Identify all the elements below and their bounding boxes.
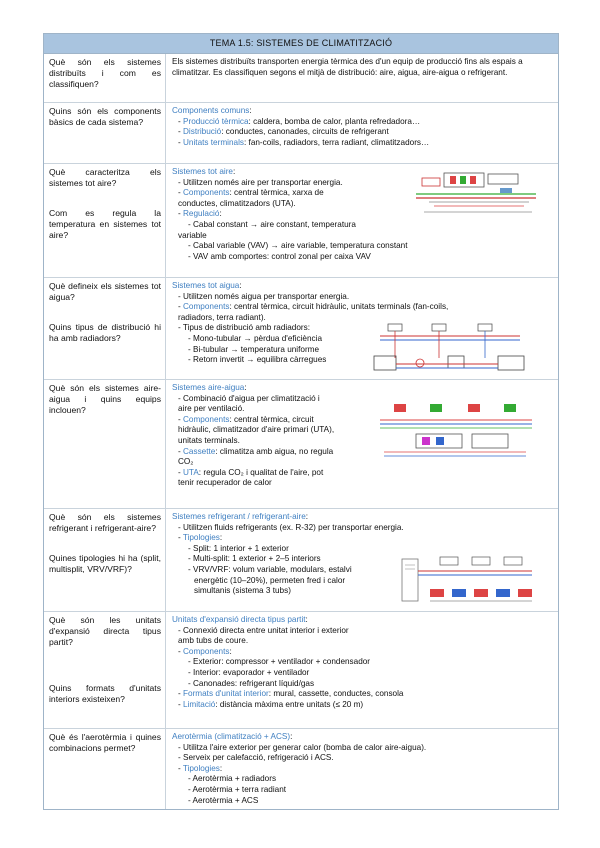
question-cell: Què són els sistemes distribuïts i com es classifiquen? <box>44 54 166 102</box>
question-cell: Què és l'aerotèrmia i quines combinacions permet? <box>44 729 166 809</box>
answer-cell: Sistemes aire-aigua: - Combinació d'aigua per climatització i aire per ventilació. - Components: central tèrmica, circuit hidràulic, climatitzador d'aire primari (UTA), unitats terminals. - Cassette: climatitza amb aigua, no regula CO₂ - UTA: regula CO₂ i qualitat de l'aire, pot tenir recuperador de calor <box>166 380 558 508</box>
answer-cell: Sistemes refrigerant / refrigerant-aire: - Utilitzen fluids refrigerants (ex. R-32) per transportar energia. - Tipologies: - Split: 1 interior + 1 exterior - Multi-split: 1 exterior + 2–5 interiors - VRV/VRF: volum variable, modulars, estalvi energètic (10–20%), permeten fred i calor simultanis (sistema 3 tubs) <box>166 509 558 611</box>
answer-cell: Aerotèrmia (climatització + ACS): - Utilitza l'aire exterior per generar calor (bomba de calor aire-aigua). - Serveix per calefacció, refrigeració i ACS. - Tipologies: - Aerotèrmia + radiadors - Aerotèrmia + terra radiant - Aerotèrmia + ACS <box>172 732 427 805</box>
table-row <box>44 103 558 164</box>
answer-cell: Sistemes tot aire: - Utilitzen només aire per transportar energia. - Components: central tèrmica, xarxa de conductes, climatitzadors (UTA). - Regulació: - Cabal constant → aire constant, temperatura variable - Cabal variable (VAV) → aire variable, temperatura constant - VAV amb comportes: control zonal per caixa VAV <box>166 164 558 277</box>
table-row <box>44 509 558 612</box>
question-cell: Què defineix els sistemes tot aigua? Quins tipus de distribució hi ha amb radiadors? <box>44 278 166 379</box>
answer-cell: Els sistemes distribuïts transporten energia tèrmica des d'un equip de producció fins als espais a climatitzar. Es classifiquen segons el mitjà de distribució: aire, aigua, aire-aigua o refrigerant. <box>172 57 523 77</box>
air-system-diagram <box>414 168 539 218</box>
question-cell: Quins són els components bàsics de cada sistema? <box>44 103 166 163</box>
summary-table <box>43 33 559 810</box>
section-heading: Components comuns <box>172 106 250 115</box>
answer-cell: Sistemes tot aigua: - Utilitzen només aigua per transportar energia. - Components: central tèrmica, circuit hidràulic, unitats terminals (fan-coils, radiadors, terra radiant). - Tipus de distribució amb radiadors: - Mono-tubular → pèrdua d'eficiència - Bi-tubular → temperatura uniforme - Retorn invertit → equilibra càrregues <box>166 278 558 379</box>
answer-cell: Unitats d'expansió directa tipus partit: - Connexió directa entre unitat interior i exterior amb tubs de coure. - Components: - Exterior: compressor + ventilador + condensador - Interior: evaporador + ventilador - Canonades: refrigerant líquid/gas - Formats d'unitat interior: mural, cassette, conductes, consola - Limitació: distància màxima entre unitats (≤ 20 m) <box>172 615 404 709</box>
table-row <box>44 729 558 809</box>
question-cell: Què són els sistemes aire-aigua i quins equips inclouen? <box>44 380 166 508</box>
table-row <box>44 54 558 103</box>
page-title: TEMA 1.5: SISTEMES DE CLIMATITZACIÓ <box>44 34 558 54</box>
section-heading: Sistemes tot aigua <box>172 281 240 290</box>
section-heading: Sistemes aire-aigua <box>172 383 245 392</box>
question-cell: Què caracteritza els sistemes tot aire? Com es regula la temperatura en sistemes tot aire? <box>44 164 166 277</box>
table-row <box>44 380 558 509</box>
section-heading: Sistemes tot aire <box>172 167 233 176</box>
section-heading: Sistemes refrigerant / refrigerant-aire <box>172 512 306 521</box>
table-row <box>44 612 558 729</box>
vrv-system-diagram <box>400 549 538 607</box>
section-heading: Unitats d'expansió directa tipus partit <box>172 615 306 624</box>
table-row <box>44 164 558 278</box>
question-cell: Què són els sistemes refrigerant i refrigerant-aire? Quines tipologies hi ha (split, multisplit, VRV/VRF)? <box>44 509 166 611</box>
water-system-diagram <box>370 318 532 376</box>
section-heading: Aerotèrmia (climatització + ACS) <box>172 732 291 741</box>
table-row <box>44 278 558 380</box>
question-cell: Què són les unitats d'expansió directa tipus partit? Quins formats d'unitats interiors existeixen? <box>44 612 166 728</box>
answer-cell: Components comuns: - Producció tèrmica: caldera, bomba de calor, planta refredadora… - Distribució: conductes, canonades, circuits de refrigerant - Unitats terminals: fan-coils, radiadors, terra radiant, climatitzadors… <box>172 106 430 147</box>
air-water-system-diagram <box>376 398 536 460</box>
